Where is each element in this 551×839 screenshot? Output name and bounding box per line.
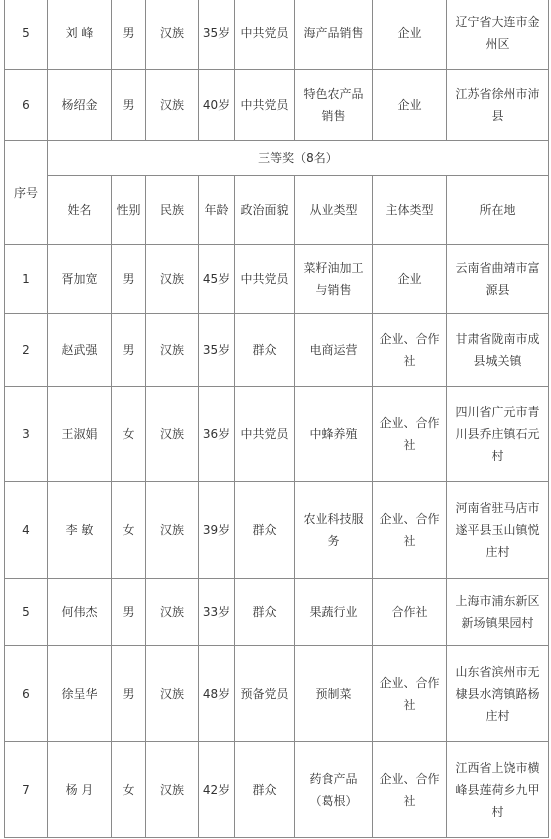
cell-index: 6 (5, 70, 48, 141)
cell-entity: 企业 (373, 0, 447, 70)
cell-ethnicity: 汉族 (146, 387, 199, 482)
table-row (5, 314, 549, 387)
cell-location: 云南省曲靖市富源县 (447, 245, 549, 314)
cell-index: 4 (5, 482, 48, 579)
cell-age: 35岁 (199, 0, 235, 70)
cell-gender: 男 (112, 70, 146, 141)
header-location: 所在地 (447, 176, 549, 245)
cell-political: 群众 (235, 314, 295, 387)
cell-political: 中共党员 (235, 245, 295, 314)
header-age: 年龄 (199, 176, 235, 245)
cell-ethnicity: 汉族 (146, 646, 199, 742)
cell-entity: 企业、合作社 (373, 646, 447, 742)
header-ethnicity: 民族 (146, 176, 199, 245)
cell-age: 48岁 (199, 646, 235, 742)
cell-index: 2 (5, 314, 48, 387)
cell-industry: 特色农产品销售 (295, 70, 373, 141)
section-title: 三等奖（8名） (48, 141, 549, 176)
cell-ethnicity: 汉族 (146, 482, 199, 579)
cell-political: 群众 (235, 579, 295, 646)
table-wrapper (4, 0, 549, 838)
awards-table (4, 0, 549, 838)
cell-index: 5 (5, 579, 48, 646)
cell-location: 上海市浦东新区新场镇果园村 (447, 579, 549, 646)
cell-age: 42岁 (199, 742, 235, 838)
cell-entity: 企业、合作社 (373, 482, 447, 579)
cell-gender: 男 (112, 314, 146, 387)
table-row (5, 387, 549, 482)
cell-ethnicity: 汉族 (146, 742, 199, 838)
cell-entity: 合作社 (373, 579, 447, 646)
table-row (5, 245, 549, 314)
cell-name: 赵武强 (48, 314, 112, 387)
cell-entity: 企业、合作社 (373, 742, 447, 838)
cell-ethnicity: 汉族 (146, 70, 199, 141)
cell-location: 山东省滨州市无棣县水湾镇路杨庄村 (447, 646, 549, 742)
cell-industry: 海产品销售 (295, 0, 373, 70)
header-name: 姓名 (48, 176, 112, 245)
cell-location: 辽宁省大连市金州区 (447, 0, 549, 70)
cell-index: 7 (5, 742, 48, 838)
cell-name: 李 敏 (48, 482, 112, 579)
table-row (5, 70, 549, 141)
cell-entity: 企业、合作社 (373, 314, 447, 387)
table-row (5, 579, 549, 646)
cell-name: 胥加宽 (48, 245, 112, 314)
cell-ethnicity: 汉族 (146, 0, 199, 70)
cell-name: 何伟杰 (48, 579, 112, 646)
cell-age: 33岁 (199, 579, 235, 646)
cell-gender: 女 (112, 742, 146, 838)
cell-age: 36岁 (199, 387, 235, 482)
cell-location: 江西省上饶市横峰县莲荷乡九甲村 (447, 742, 549, 838)
cell-location: 河南省驻马店市遂平县玉山镇悦庄村 (447, 482, 549, 579)
header-index: 序号 (5, 141, 48, 245)
cell-index: 6 (5, 646, 48, 742)
cell-location: 江苏省徐州市沛县 (447, 70, 549, 141)
cell-gender: 女 (112, 387, 146, 482)
section-title-row (5, 141, 549, 176)
table-row (5, 646, 549, 742)
cell-industry: 中蜂养殖 (295, 387, 373, 482)
cell-age: 35岁 (199, 314, 235, 387)
cell-entity: 企业 (373, 70, 447, 141)
cell-index: 1 (5, 245, 48, 314)
cell-industry: 果蔬行业 (295, 579, 373, 646)
cell-location: 四川省广元市青川县乔庄镇石元村 (447, 387, 549, 482)
cell-entity: 企业、合作社 (373, 387, 447, 482)
cell-political: 中共党员 (235, 387, 295, 482)
header-row (5, 176, 549, 245)
cell-name: 刘 峰 (48, 0, 112, 70)
cell-entity: 企业 (373, 245, 447, 314)
cell-name: 杨 月 (48, 742, 112, 838)
cell-age: 40岁 (199, 70, 235, 141)
cell-political: 群众 (235, 482, 295, 579)
cell-industry: 菜籽油加工与销售 (295, 245, 373, 314)
header-political: 政治面貌 (235, 176, 295, 245)
cell-location: 甘肃省陇南市成县城关镇 (447, 314, 549, 387)
table-row (5, 742, 549, 838)
cell-industry: 农业科技服务 (295, 482, 373, 579)
header-industry: 从业类型 (295, 176, 373, 245)
cell-ethnicity: 汉族 (146, 245, 199, 314)
cell-age: 45岁 (199, 245, 235, 314)
cell-name: 徐呈华 (48, 646, 112, 742)
cell-index: 3 (5, 387, 48, 482)
cell-industry: 电商运营 (295, 314, 373, 387)
header-entity: 主体类型 (373, 176, 447, 245)
table-row (5, 0, 549, 70)
cell-gender: 女 (112, 482, 146, 579)
cell-political: 中共党员 (235, 0, 295, 70)
cell-political: 预备党员 (235, 646, 295, 742)
cell-index: 5 (5, 0, 48, 70)
cell-ethnicity: 汉族 (146, 314, 199, 387)
cell-industry: 预制菜 (295, 646, 373, 742)
cell-political: 群众 (235, 742, 295, 838)
cell-political: 中共党员 (235, 70, 295, 141)
cell-gender: 男 (112, 646, 146, 742)
cell-ethnicity: 汉族 (146, 579, 199, 646)
cell-name: 杨绍金 (48, 70, 112, 141)
cell-gender: 男 (112, 245, 146, 314)
header-gender: 性别 (112, 176, 146, 245)
cell-industry: 药食产品（葛根） (295, 742, 373, 838)
cell-gender: 男 (112, 0, 146, 70)
cell-name: 王淑娟 (48, 387, 112, 482)
cell-gender: 男 (112, 579, 146, 646)
cell-age: 39岁 (199, 482, 235, 579)
table-row (5, 482, 549, 579)
